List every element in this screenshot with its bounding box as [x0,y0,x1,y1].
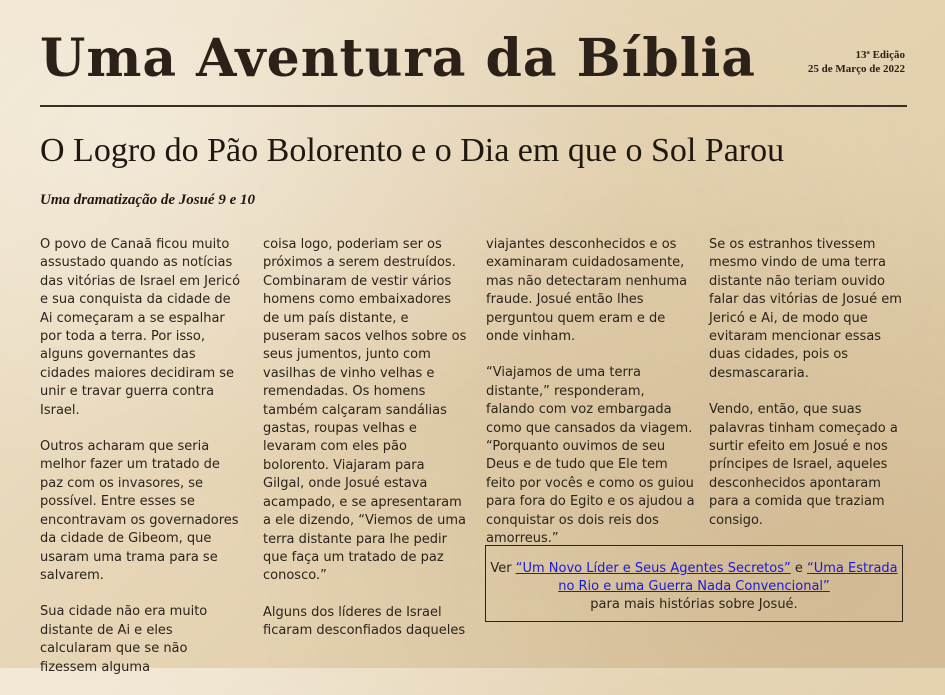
link-new-leader[interactable]: “Um Novo Líder e Seus Agentes Secretos” [515,561,791,576]
article-column-1 [40,236,245,695]
article-column-4 [709,236,909,548]
paragraph: coisa logo, poderiam ser os próximos a serem destruídos. Combinaram de vestir vários homens como embaixadores de um país distante, e puseram sacos velhos sobre os seus jumentos, junto com vasilhas de vinho velhas e remendadas. Os homens também calçaram sandálias gastas, roupas velhas e levaram com eles pão bolorento. Viajaram para Gilgal, onde Josué estava acampado, e se apresentaram a ele dizendo, “Viemos de uma terra distante para lhe pedir que faça um tratado de paz conosco.” [263,237,467,584]
paragraph: Sua cidade não era muito distante de Ai e eles calcularam que se não fizessem alguma [40,604,208,675]
article-column-3 [486,236,696,567]
paragraph: Vendo, então, que suas palavras tinham começado a surtir efeito em Josué e nos príncipes de Israel, aqueles desconhecidos apontaram para a comida que traziam consigo. [709,402,898,528]
see-also-prefix: Ver [490,561,516,576]
paragraph: Se os estranhos tivessem mesmo vindo de uma terra distante não teriam ouvido falar das vitórias de Josué em Jericó e Ai, de modo que evitaram mencionar essas duas cidades, pois os desmascararia. [709,237,902,381]
article-subtitle: Uma dramatização de Josué 9 e 10 [40,192,255,208]
masthead-title: Uma Aventura da Bíblia [40,28,756,89]
article-column-2 [263,236,468,659]
masthead-divider [40,105,907,107]
link-road-in-river[interactable]: “Uma Estrada no Rio e uma Guerra Nada Convencional” [558,561,898,594]
edition-date: 25 de Março de 2022 [807,63,905,75]
paragraph: Alguns dos líderes de Israel ficaram desconfiados daqueles [263,604,466,639]
paragraph: viajantes desconhecidos e os examinaram cuidadosamente, mas não detectaram nenhuma fraude. Josué então lhes perguntou quem eram e de onde vinham. [486,237,688,345]
see-also-suffix: para mais histórias sobre Josué. [590,597,798,612]
paragraph: Outros acharam que seria melhor fazer um tratado de paz com os invasores, se possível. Entre esses se encontravam os governadores da cidade de Gibeom, que usaram uma trama para se salvarem. [40,439,239,583]
see-also-connector: e [790,561,807,576]
paragraph: O povo de Canaã ficou muito assustado quando as notícias das vitórias de Israel em Jericó e sua conquista da cidade de Ai começaram a se espalhar por toda a terra. Por isso, alguns governantes das cidades maiores decidiram se unir e travar guerra contra Israel. [40,237,241,418]
paragraph: “Viajamos de uma terra distante,” responderam, falando com voz embargada como que cansados da viagem. “Porquanto ouvimos de seu Deus e de tudo que Ele tem feito por vocês e como os guiou para fora do Egito e os ajudou a conquistar os dois reis dos amorreus.” [486,365,695,547]
edition-info [808,48,905,76]
see-also-box [485,545,903,622]
edition-number: 13ª Edição [855,49,905,61]
article-headline: O Logro do Pão Bolorento e o Dia em que o Sol Parou [40,132,785,169]
